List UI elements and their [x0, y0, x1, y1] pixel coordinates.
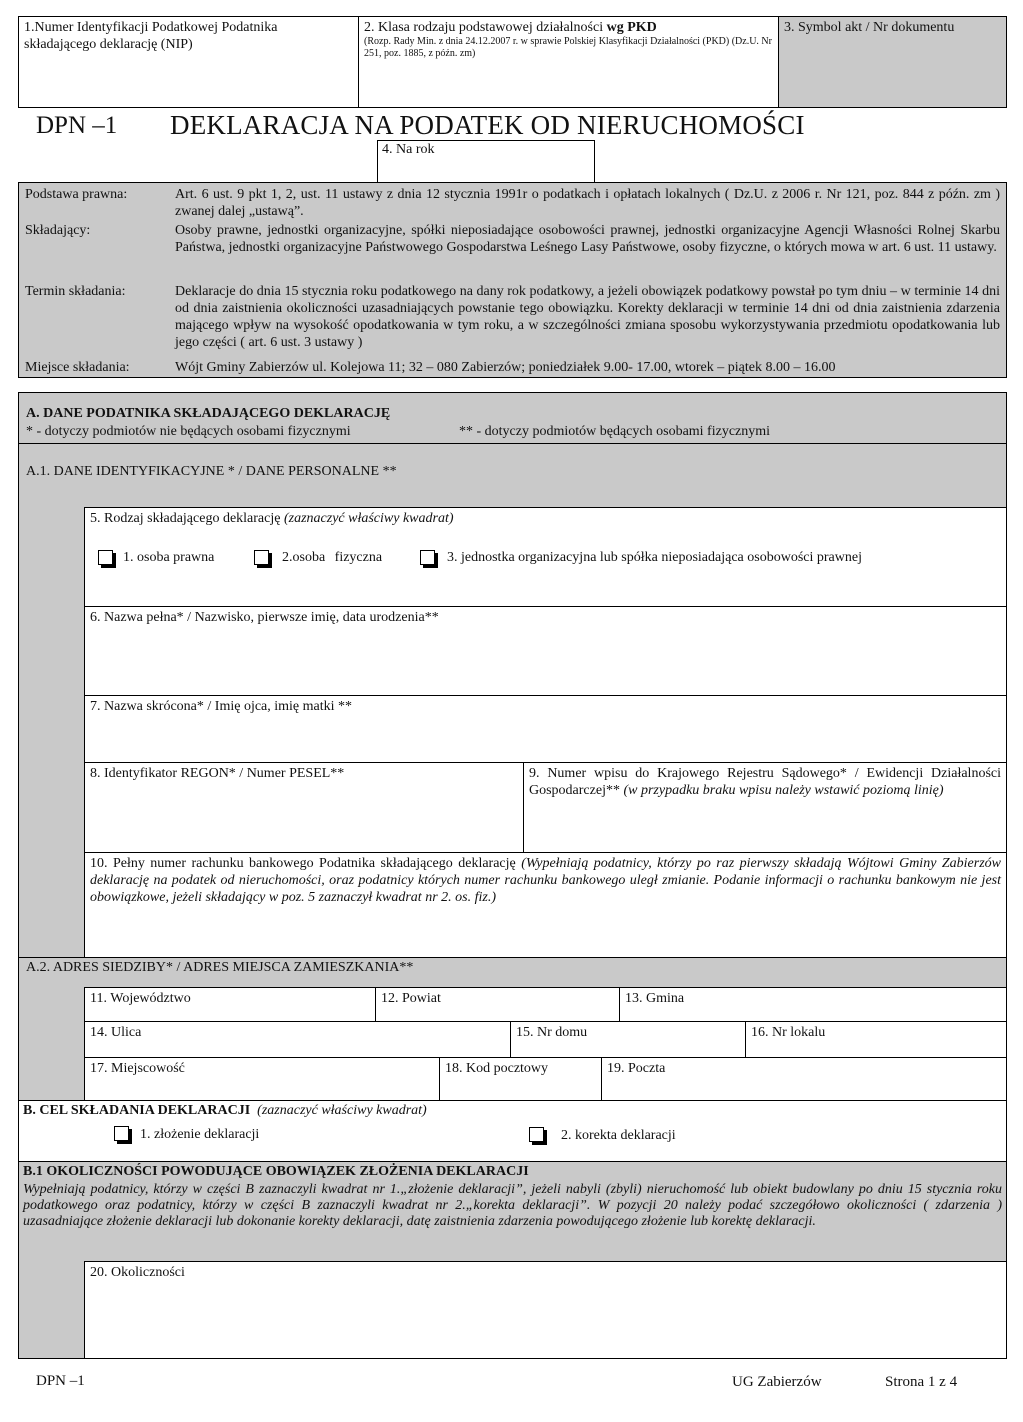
pkd-label	[359, 17, 778, 36]
section-b-hint: (zaznaczyć właściwy kwadrat)	[257, 1103, 427, 1118]
field-10-bank-account[interactable]	[84, 852, 1007, 958]
footer-code: DPN –1	[36, 1373, 85, 1389]
field-20-label: 20. Okoliczności	[90, 1265, 185, 1280]
section-a-title: A. DANE PODATNIKA SKŁADAJĄCEGO DEKLARACJĘ	[26, 406, 391, 421]
field-8-label: 8. Identyfikator REGON* / Numer PESEL**	[90, 766, 345, 781]
page-title: DEKLARACJA NA PODATEK OD NIERUCHOMOŚCI	[170, 110, 805, 140]
section-a2-title: A.2. ADRES SIEDZIBY* / ADRES MIEJSCA ZAMIESZKANIA**	[26, 960, 414, 975]
checkbox-correction[interactable]	[529, 1127, 544, 1142]
field-19-post-office[interactable]	[601, 1057, 1007, 1101]
pkd-box[interactable]	[358, 16, 779, 108]
field-16-apartment-no[interactable]	[745, 1021, 1007, 1058]
field-17-city[interactable]	[84, 1057, 440, 1101]
basis-key: Podstawa prawna:	[25, 187, 128, 202]
field-15-house-no[interactable]	[510, 1021, 746, 1058]
checkbox-legal-person[interactable]	[98, 550, 113, 565]
field-7-short-name[interactable]	[84, 695, 1007, 763]
field-20-circumstances[interactable]	[84, 1261, 1007, 1359]
opt-submit-label: 1. złożenie deklaracji	[140, 1127, 260, 1142]
place-key: Miejsce składania:	[25, 360, 130, 375]
section-b-header	[19, 1101, 1006, 1121]
field-9-label-text: 9. Numer wpisu do Krajowego Rejestru Sądowego* / Ewidencji Działalności Gospodarczej**	[529, 766, 1001, 798]
opt-correction-label: 2. korekta deklaracji	[561, 1128, 676, 1143]
field-17-label: 17. Miejscowość	[90, 1061, 185, 1076]
field-19-label: 19. Poczta	[607, 1061, 666, 1076]
section-a-note1: * - dotyczy podmiotów nie będących osobami fizycznymi	[26, 424, 351, 439]
section-a-note2: ** - dotyczy podmiotów będących osobami fizycznymi	[459, 424, 771, 439]
divider	[18, 443, 1007, 444]
pkd-label-text: 2. Klasa rodzaju podstawowej działalności	[364, 20, 607, 35]
footer-office: UG Zabierzów	[732, 1374, 822, 1390]
checkbox-org-unit[interactable]	[420, 550, 435, 565]
field-13-label: 13. Gmina	[625, 991, 685, 1006]
field-14-label: 14. Ulica	[90, 1025, 142, 1040]
field-5-label	[85, 508, 1006, 529]
field-16-label: 16. Nr lokalu	[751, 1025, 826, 1040]
field-5-hint: (zaznaczyć właściwy kwadrat)	[283, 511, 454, 526]
year-label: 4. Na rok	[382, 142, 435, 157]
section-b1-text: Wypełniają podatnicy, którzy w części B zaznaczyli kwadrat nr 1.„złożenie deklaracji”, jeżeli nabyli (zbyli) nieruchomość lub obiekt budowlany po dniu 15 stycznia roku podatkowego oraz podatnicy, którzy w części B zaznaczyli kwadrat nr 2.„korekta deklaracji”. W pozycji 20 należy podać szczegółowo okoliczności ( zdarzenia ) uzasadniające złożenie deklaracji lub dokonanie korekty deklaracji, datę zaistnienia zdarzenia powodującego złożenie lub korektę deklaracji.	[23, 1182, 1002, 1229]
field-8-regon[interactable]	[84, 762, 524, 853]
field-12-county[interactable]	[375, 987, 620, 1022]
field-11-label: 11. Województwo	[90, 991, 191, 1006]
field-18-label: 18. Kod pocztowy	[445, 1061, 549, 1076]
field-15-label: 15. Nr domu	[516, 1025, 588, 1040]
field-10-label-text: 10. Pełny numer rachunku bankowego Podatnika składającego deklarację	[90, 856, 522, 871]
field-10-hint: (Wypełniają podatnicy, którzy po raz pierwszy składają Wójtowi Gminy Zabierzów deklarację na podatek od nieruchomości, oraz podatnicy których numer rachunku bankowego uległ zmianie. Podanie informacji o rachunku bankowym nie jest obowiązkowe, jeżeli składający w poz. 5 zaznaczył kwadrat nr 2. os. fiz.)	[90, 856, 1001, 905]
basis-value: Art. 6 ust. 9 pkt 1, 2, ust. 11 ustawy z dnia 12 stycznia 1991r o podatkach i opłatach lokalnych ( Dz.U. z 2006 r. Nr 121, poz. 844 z późn. zm ) zwanej dalej „ustawą”.	[175, 187, 1000, 219]
pkd-note: (Rozp. Rady Min. z dnia 24.12.2007 r. w sprawie Polskiej Klasyfikacji Działalności (PKD) (Dz.U. Nr 251, poz. 1885, z późn. zm)	[364, 36, 772, 59]
section-b1-title: B.1 OKOLICZNOŚCI POWODUJĄCE OBOWIĄZEK ZŁOŻENIA DEKLARACJI	[23, 1164, 529, 1179]
filer-key: Składający:	[25, 223, 91, 238]
field-9-hint: (w przypadku braku wpisu należy wstawić poziomą linię)	[623, 783, 944, 798]
field-11-voivodeship[interactable]	[84, 987, 376, 1022]
pkd-label-bold: wg PKD	[606, 20, 657, 35]
field-12-label: 12. Powiat	[381, 991, 441, 1006]
symbol-box[interactable]	[778, 16, 1007, 108]
place-value: Wójt Gminy Zabierzów ul. Kolejowa 11; 32 – 080 Zabierzów; poniedziałek 9.00- 17.00, wtorek – piątek 8.00 – 16.00	[175, 360, 836, 375]
year-box[interactable]	[377, 140, 595, 184]
section-a1-title: A.1. DANE IDENTYFIKACYJNE * / DANE PERSONALNE **	[26, 464, 397, 479]
field-13-commune[interactable]	[619, 987, 1007, 1022]
nip-label: 1.Numer Identyfikacji Podatkowej Podatnika składającego deklarację (NIP)	[24, 20, 278, 52]
field-9-label	[524, 763, 1006, 801]
field-6-label: 6. Nazwa pełna* / Nazwisko, pierwsze imię, data urodzenia**	[90, 610, 439, 625]
deadline-key: Termin składania:	[25, 284, 126, 299]
symbol-label: 3. Symbol akt / Nr dokumentu	[784, 20, 955, 35]
field-14-street[interactable]	[84, 1021, 511, 1058]
field-7-label: 7. Nazwa skrócona* / Imię ojca, imię matki **	[90, 699, 353, 714]
section-b-title: B. CEL SKŁADANIA DEKLARACJI	[23, 1103, 251, 1118]
footer-page: Strona 1 z 4	[885, 1374, 958, 1390]
checkbox-submit-declaration[interactable]	[114, 1126, 129, 1141]
checkbox-natural-person[interactable]	[254, 550, 269, 565]
deadline-value: Deklaracje do dnia 15 stycznia roku podatkowego na dany rok podatkowy, a jeżeli obowiązek podatkowy powstał po tym dniu – w terminie 14 dni od dnia zaistnienia okoliczności uzasadniających powstanie tego obowiązku. Korekty deklaracji w terminie 14 dni od dnia zaistnienia zdarzenia mającego wpływ na wysokość opodatkowania w tym roku, a w szczególności zmiana sposobu wykorzystywania przedmiotu opodatkowania lub jego części ( art. 6 ust. 3 ustawy )	[175, 284, 1000, 350]
info-block	[18, 182, 1007, 378]
filer-value: Osoby prawne, jednostki organizacyjne, spółki nieposiadające osobowości prawnej, jednostki organizacyjne Agencji Własności Rolnej Skarbu Państwa, jednostki organizacyjne Państwowego Gospodarstwa Leśnego Lasy Państwowe, osoby fizyczne, o których mowa w art. 6 ust. 11 ustawy.	[175, 223, 1000, 255]
field-5-label-text: 5. Rodzaj składającego deklarację	[90, 511, 284, 526]
opt-natural-person-label: 2.osoba fizyczna	[282, 550, 383, 565]
field-6-full-name[interactable]	[84, 606, 1007, 696]
field-18-postal-code[interactable]	[439, 1057, 602, 1101]
field-9-krs[interactable]	[523, 762, 1007, 853]
opt-org-unit-label: 3. jednostka organizacyjna lub spółka nieposiadająca osobowości prawnej	[447, 550, 862, 565]
nip-box[interactable]	[18, 16, 359, 108]
form-code: DPN –1	[36, 112, 118, 139]
opt-legal-person-label: 1. osoba prawna	[123, 550, 215, 565]
field-10-label	[85, 853, 1006, 908]
